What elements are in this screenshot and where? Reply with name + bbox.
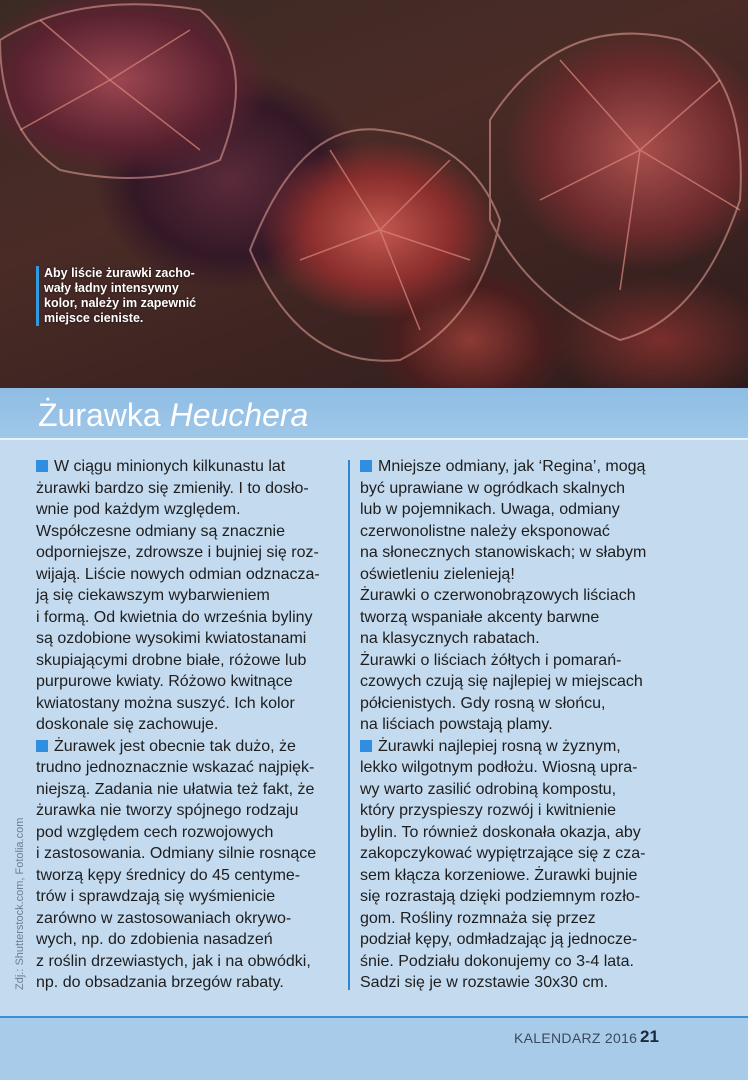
paragraph xyxy=(360,736,666,994)
text-line: sem kłącza korzeniowe. Żurawki bujnie xyxy=(360,866,638,884)
text-line: bylin. To również doskonała okazja, aby xyxy=(360,823,641,841)
text-line: W ciągu minionych kilkunastu lat xyxy=(54,458,286,475)
text-line: tworzą wspaniałe akcenty barwne xyxy=(360,608,600,626)
text-line: zarówno w zastosowaniach okrywo- xyxy=(36,909,292,927)
caption-line: kolor, należy im zapewnić xyxy=(44,296,197,310)
text-line: półcienistych. Gdy rosną w słońcu, xyxy=(360,694,606,712)
text-line: z roślin drzewiastych, jak i na obwódki, xyxy=(36,952,311,970)
text-line: np. do obsadzania brzegów rabaty. xyxy=(36,974,284,991)
caption-line: wały ładny intensywny xyxy=(44,281,179,295)
text-line: na klasycznych rabatach. xyxy=(360,630,540,647)
text-line: Sadzi się je w rozstawie 30x30 cm. xyxy=(360,974,609,991)
heuchera-photo xyxy=(0,0,748,388)
text-line: i formą. Od kwietnia do września byliny xyxy=(36,608,313,626)
text-line: żurawka nie tworzy spójnego rodzaju xyxy=(36,802,299,819)
text-line: się rozrastają dzięki podziemnym rozło- xyxy=(360,888,641,905)
photo-caption xyxy=(36,266,214,326)
text-line: doskonale się zachowuje. xyxy=(36,716,219,733)
bullet-square-icon xyxy=(36,740,48,752)
text-line: odporniejsze, zdrowsze i bujniej się roz- xyxy=(36,544,319,561)
text-line: być uprawiane w ogródkach skalnych xyxy=(360,479,626,497)
footer-label: KALENDARZ 2016 xyxy=(514,1030,638,1046)
paragraph xyxy=(36,736,336,994)
paragraph xyxy=(360,456,666,585)
text-line: ją się ciekawszym wybarwieniem xyxy=(36,587,270,604)
text-line: wych, np. do zdobienia nasadzeń xyxy=(36,931,273,948)
text-line: Żurawek jest obecnie tak dużo, że xyxy=(54,737,296,755)
paragraph xyxy=(360,585,666,650)
leaf-illustration xyxy=(0,0,748,388)
text-line: trudno jednoznacznie wskazać najpięk- xyxy=(36,759,315,776)
paragraph xyxy=(360,650,666,736)
column-divider xyxy=(348,460,350,990)
bullet-square-icon xyxy=(360,740,372,752)
text-line: lekko wilgotnym podłożu. Wiosną upra- xyxy=(360,759,638,776)
caption-line: miejsce cieniste. xyxy=(44,311,144,325)
text-line: skupiającymi drobne białe, różowe lub xyxy=(36,651,307,669)
text-line: lub w pojemnikach. Uwaga, odmiany xyxy=(360,501,620,518)
text-line: niejszą. Zadania nie ułatwia też fakt, że xyxy=(36,780,315,798)
title-italic: Heuchera xyxy=(169,397,309,433)
text-line: wy warto zasilić odrobiną kompostu, xyxy=(360,780,617,798)
text-line: oświetleniu zielenieją! xyxy=(360,565,515,583)
text-line: purpurowe kwiaty. Różowo kwitnące xyxy=(36,673,293,690)
text-line: są ozdobione wysokimi kwiatostanami xyxy=(36,630,307,647)
left-column xyxy=(36,456,336,994)
text-line: trów i sprawdzają się wyśmienicie xyxy=(36,888,276,905)
text-line: wijają. Liście nowych odmian odznacza- xyxy=(36,565,320,583)
text-line: pod względem cech rozwojowych xyxy=(36,823,274,841)
right-column xyxy=(360,456,666,994)
text-line: Żurawki najlepiej rosną w żyznym, xyxy=(378,737,621,755)
text-line: gom. Rośliny rozmnaża się przez xyxy=(360,909,596,927)
text-line: wnie pod każdym względem. xyxy=(36,501,241,518)
text-line: czowych czują się najlepiej w miejscach xyxy=(360,673,643,690)
text-line: żurawki bardzo się zmieniły. I to dosło- xyxy=(36,479,309,497)
text-line: Żurawki o czerwonobrązowych liściach xyxy=(360,587,636,604)
text-line: Żurawki o liściach żółtych i pomarań- xyxy=(360,651,622,669)
article-title xyxy=(38,396,308,434)
bullet-square-icon xyxy=(360,460,372,472)
text-line: tworzą kępy średnicy do 45 centyme- xyxy=(36,866,301,884)
title-regular: Żurawka xyxy=(38,397,161,433)
text-line: i zastosowania. Odmiany silnie rosnące xyxy=(36,845,317,862)
text-line: kwiatostany można suszyć. Ich kolor xyxy=(36,694,295,712)
text-line: zakopczykować wypiętrzające się z cza- xyxy=(360,845,646,862)
text-line: czerwonolistne należy eksponować xyxy=(360,522,610,540)
paragraph xyxy=(36,456,336,736)
caption-line: Aby liście żurawki zacho- xyxy=(44,266,195,280)
bullet-square-icon xyxy=(36,460,48,472)
text-line: podział kępy, odmładzając ją jednocze- xyxy=(360,931,638,948)
text-line: Współczesne odmiany są znacznie xyxy=(36,522,286,540)
text-line: który przyspieszy rozwój i kwitnienie xyxy=(360,802,617,819)
footer-band xyxy=(0,1018,748,1080)
text-line: na liściach powstają plamy. xyxy=(360,716,553,733)
photo-credit: Zdj.: Shutterstock.com, Fotolia.com xyxy=(14,817,26,990)
text-line: Mniejsze odmiany, jak ‘Regina’, mogą xyxy=(378,458,646,475)
text-line: na słonecznych stanowiskach; w słabym xyxy=(360,544,647,561)
text-line: śnie. Podziału dokonujemy co 3-4 lata. xyxy=(360,952,634,970)
page-number: 21 xyxy=(640,1027,659,1046)
